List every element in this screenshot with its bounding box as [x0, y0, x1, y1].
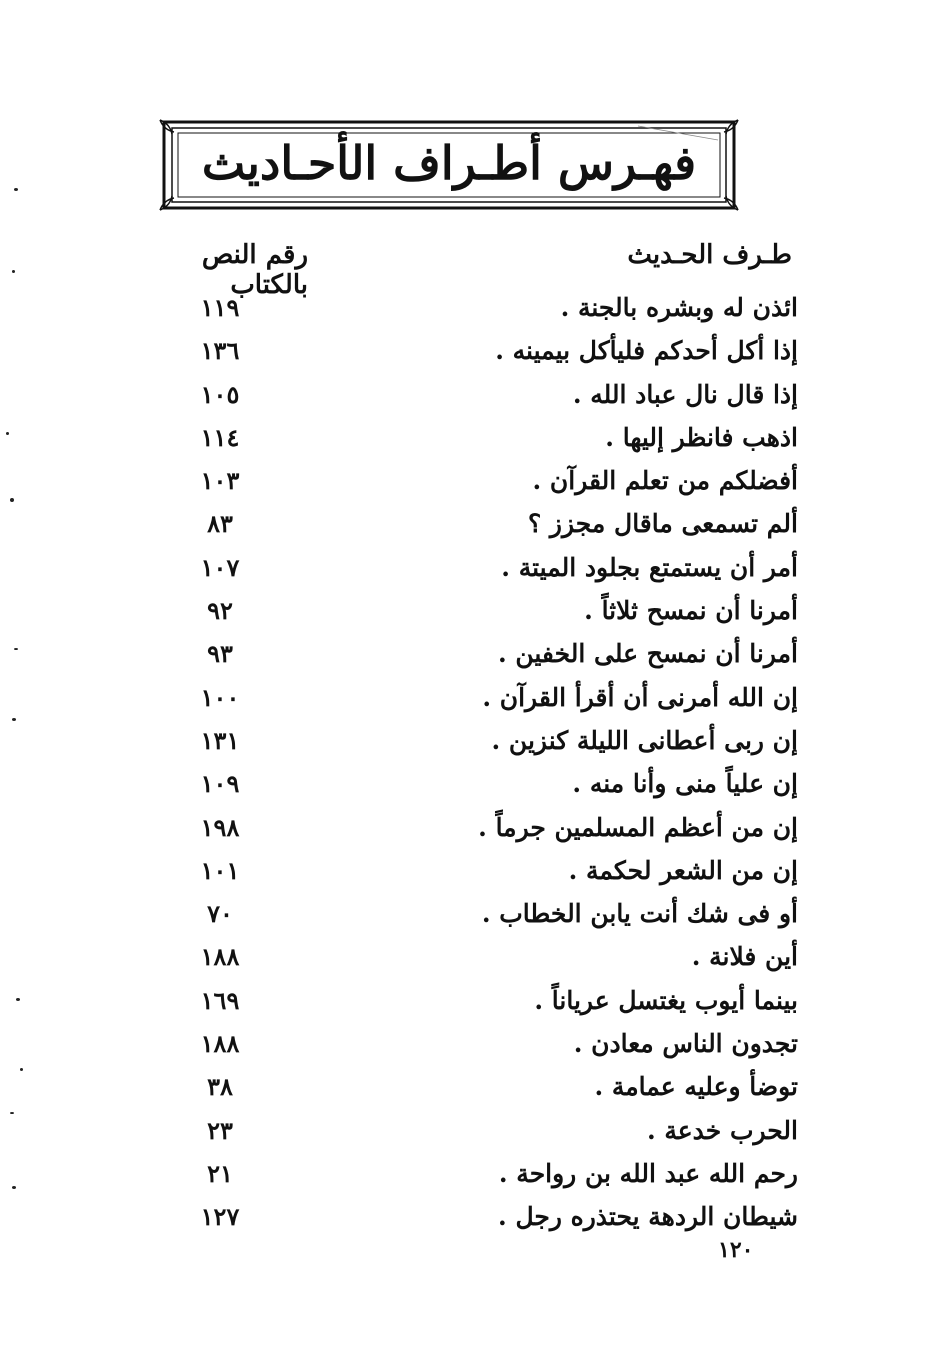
hadith-text: توضأ وعليه عمامة .	[594, 1072, 798, 1102]
reference-number: ١٨٨	[200, 1029, 240, 1059]
reference-number: ١١٩	[200, 293, 240, 322]
hadith-text: أو فى شك أنت يابن الخطاب .	[481, 899, 798, 929]
hadith-text: أفضلكم من تعلم القرآن .	[532, 466, 798, 496]
index-row	[0, 1072, 930, 1115]
hadith-text: أمرنا أن نمسح على الخفين .	[497, 639, 798, 669]
index-row	[0, 1116, 930, 1159]
scan-speck	[6, 432, 9, 435]
index-row	[0, 726, 930, 769]
hadith-text: إذا قال نال عباد الله .	[572, 379, 798, 409]
reference-number: ١٠١	[200, 855, 240, 885]
reference-number: ٣٨	[207, 1072, 233, 1102]
index-row	[0, 813, 930, 856]
hadith-text: أمر أن يستمتع بجلود الميتة .	[501, 552, 798, 582]
scan-speck	[12, 1186, 16, 1189]
index-list	[0, 293, 930, 1246]
hadith-text: إن من أعظم المسلمين جرماً .	[478, 812, 798, 842]
hadith-text: رحم الله عبد الله بن رواحة .	[498, 1158, 798, 1188]
scan-speck	[12, 270, 15, 273]
reference-number: ٨٣	[207, 509, 233, 539]
index-row	[0, 1029, 930, 1072]
index-row	[0, 423, 930, 466]
scan-speck	[10, 1112, 14, 1114]
scan-speck	[10, 498, 14, 502]
reference-number: ١٠٥	[200, 379, 240, 409]
reference-number: ٢٣	[207, 1115, 233, 1145]
title-frame	[158, 118, 740, 212]
reference-number: ١٠٣	[200, 466, 240, 496]
index-row	[0, 942, 930, 985]
reference-number: ٩٣	[207, 639, 233, 669]
hadith-text: تجدون الناس معادن .	[573, 1029, 798, 1059]
index-row	[0, 639, 930, 682]
reference-number: ٩٢	[207, 596, 233, 626]
index-row	[0, 596, 930, 639]
index-row	[0, 293, 930, 336]
page-title: فهـرس أطـراف الأحـاديث	[201, 136, 697, 190]
reference-number: ١٣١	[200, 725, 240, 755]
hadith-text: إن علياً منى وأنا منه .	[572, 769, 798, 799]
reference-number: ١٦٩	[200, 985, 240, 1015]
index-row	[0, 856, 930, 899]
hadith-text: الحرب خدعة .	[646, 1115, 798, 1145]
scan-speck	[20, 1068, 23, 1071]
reference-number: ١٢٧	[200, 1202, 240, 1232]
reference-number: ١٠٠	[200, 682, 240, 712]
hadith-text: ائذن له وبشره بالجنة .	[560, 293, 798, 322]
index-row	[0, 466, 930, 509]
index-row	[0, 769, 930, 812]
hadith-text: إن الله أمرنى أن أقرأ القرآن .	[482, 682, 798, 712]
reference-number: ٢١	[207, 1158, 233, 1188]
index-row	[0, 899, 930, 942]
index-row	[0, 986, 930, 1029]
hadith-text: أمرنا أن نمسح ثلاثاً .	[584, 596, 798, 626]
reference-number: ١٠٧	[200, 552, 240, 582]
index-row	[0, 380, 930, 423]
hadith-text: شيطان الردهة يحتذره رجل .	[498, 1202, 798, 1232]
index-row	[0, 1202, 930, 1245]
scan-speck	[14, 648, 18, 650]
reference-number: ٧٠	[207, 899, 233, 929]
reference-number: ١٨٨	[200, 942, 240, 972]
hadith-text: إن من الشعر لحكمة .	[568, 855, 798, 885]
column-header-hadith: طـرف الحـديث	[627, 240, 792, 270]
reference-number: ١٣٦	[200, 336, 240, 366]
index-row	[0, 336, 930, 379]
hadith-text: إن ربى أعطانى الليلة كنزين .	[491, 725, 798, 755]
index-row	[0, 509, 930, 552]
reference-number: ١٩٨	[200, 812, 240, 842]
scan-speck	[16, 998, 20, 1001]
hadith-text: ألم تسمعى ماقال مجزز ؟	[527, 509, 798, 539]
page-number: ١٢٠	[718, 1237, 754, 1263]
index-row	[0, 1159, 930, 1202]
scan-speck	[14, 188, 18, 191]
hadith-text: إذا أكل أحدكم فليأكل بيمينه .	[495, 336, 798, 366]
hadith-text: أين فلانة .	[691, 942, 798, 972]
scan-speck	[12, 718, 16, 721]
hadith-text: اذهب فانظر إليها .	[605, 422, 798, 452]
reference-number: ١٠٩	[200, 769, 240, 799]
index-row	[0, 683, 930, 726]
index-row	[0, 553, 930, 596]
column-header-reference: رقم النص بالكتاب	[201, 240, 308, 300]
reference-number: ١١٤	[200, 422, 240, 452]
hadith-text: بينما أيوب يغتسل عرياناً .	[534, 985, 798, 1015]
